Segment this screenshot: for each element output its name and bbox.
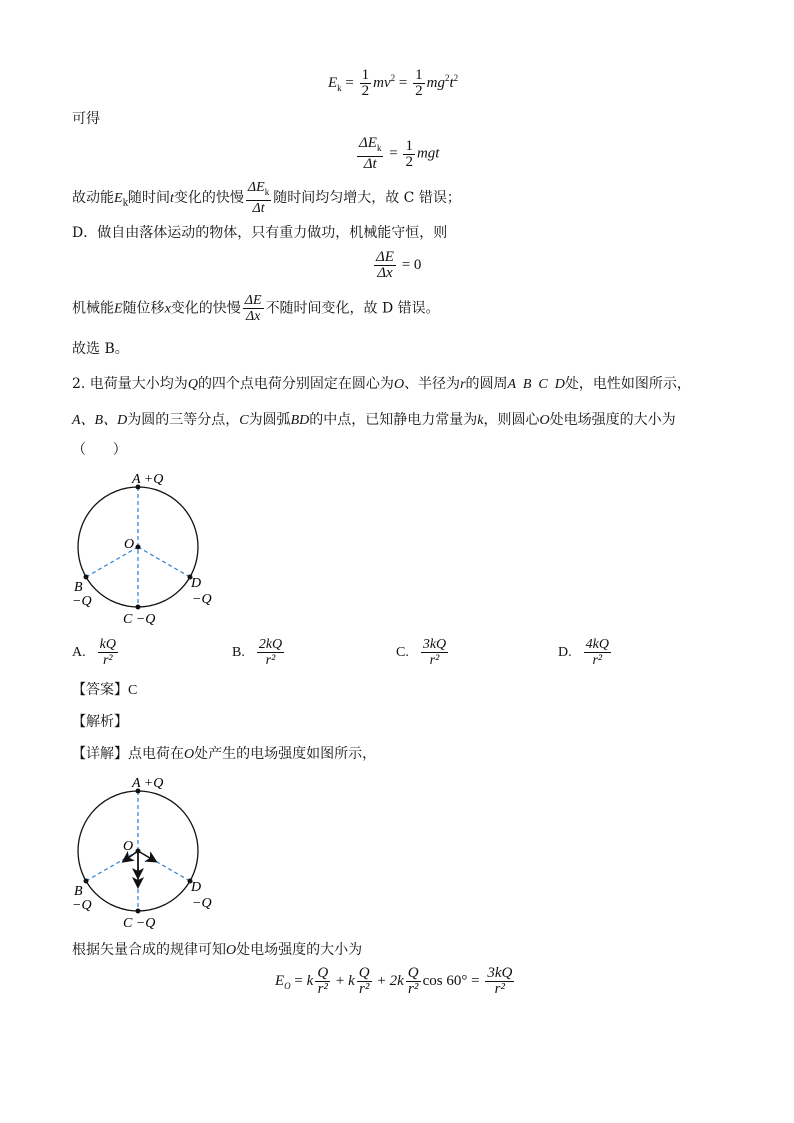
label-d-charge: −Q [192, 592, 212, 607]
label-a: A +Q [132, 776, 164, 791]
rate-equation: $\frac{\Delta E_k}{\Delta t}$ = $\frac{1}{2}$ mgt [359, 135, 440, 172]
t-term: t [449, 74, 454, 91]
point-c [136, 909, 141, 914]
charge-circle-figure [70, 468, 220, 630]
point-b [84, 575, 89, 580]
half-fraction-2: $\frac{1}{2}$ [415, 67, 423, 99]
answer-line [72, 680, 137, 701]
field-vector-figure [70, 772, 220, 934]
answer-parentheses: （ ） [72, 442, 127, 458]
ek-symbol: E [328, 74, 338, 91]
detail-line: 【详解】点电荷在O处产生的电场强度如图所示， [72, 746, 377, 762]
option-b[interactable]: B. $\frac{2kQ}{\text{r²}}$ [232, 637, 283, 668]
point-c [136, 605, 141, 610]
mv-term: mv [373, 74, 391, 91]
question-2-line-1: 2. 电荷量大小均为Q的四个点电荷分别固定在圆心为O、半径为r的圆周A B C D处，电性如图所示， [72, 376, 691, 392]
line-option-c: 故动能$E_k$随时间t变化的快慢 $\frac{\Delta E_k}{\Delta t}$ 随时间均匀增大，故 C 错误； [72, 180, 461, 216]
point-o [136, 849, 141, 854]
final-field-equation: $E_O = k$ $\frac{Q}{\text{r²}}$ + k $\frac{Q}{\text{r²}}$ + 2k $\frac{Q}{\text{r²}}$ cos 60° = $\frac{3kQ}{\text{r²}}$ [275, 965, 513, 997]
equals-sign-2: = [398, 74, 408, 91]
mg-term: mg [426, 74, 445, 91]
line-option-d2: 机械能E随位移x变化的快慢 $\frac{\Delta E}{\Delta x}$ 不随时间变化，故 D 错误。 [72, 293, 440, 324]
option-d[interactable]: D. $\frac{4kQ}{\text{r²}}$ [558, 637, 609, 668]
label-a: A +Q [132, 472, 164, 487]
equals-sign: = [345, 74, 354, 91]
label-b-charge: −Q [72, 594, 92, 609]
half-fraction: $\frac{1}{2}$ [361, 67, 370, 99]
label-c: C −Q [123, 612, 156, 627]
label-b: B [74, 884, 83, 899]
option-c[interactable]: C. $\frac{3kQ}{\text{r²}}$ [396, 637, 447, 668]
line-choose-b: 故选 B。 [72, 341, 129, 357]
analysis-tag: 【解析】 [72, 714, 128, 730]
label-c: C −Q [123, 916, 156, 931]
question-2-line-2: A、B、D为圆的三等分点，C为圆弧BD的中点，已知静电力常量为k，则圆心O处电场强度的大小为 [72, 412, 676, 428]
half-fraction-3: $\frac{1}{2}$ [405, 137, 413, 170]
ek-subscript: k [337, 82, 342, 93]
conclusion-line: 根据矢量合成的规律可知O处电场强度的大小为 [72, 942, 363, 958]
dashed-radius-b [86, 851, 138, 881]
point-o [136, 545, 141, 550]
energy-position-equation: $\frac{\Delta E}{\Delta x}$ = 0 [376, 249, 422, 281]
option-a[interactable]: A. $\frac{kQ}{\text{r²}}$ [72, 637, 116, 668]
answer-value: C [128, 683, 138, 698]
delta-ek-fraction: $\frac{\Delta E_k}{\Delta t}$ [359, 135, 382, 172]
label-o: O [124, 537, 135, 552]
label-o: O [123, 839, 134, 854]
line-option-d: D．做自由落体运动的物体，只有重力做功，机械能守恒，则 [72, 225, 448, 241]
label-d: D [191, 880, 202, 895]
label-d-charge: −Q [192, 896, 212, 911]
text-kede: 可得 [72, 111, 100, 127]
kinetic-energy-equation: $E_k$ = $\frac{1}{2}$ $mv^2$ = $\frac{1}{2}$ $mg^2t^2$ [328, 67, 459, 99]
mgt-term: mgt [416, 145, 440, 162]
point-b [84, 879, 89, 884]
rate-fraction-inline: $\frac{\Delta E_k}{\Delta t}$ [247, 180, 270, 216]
label-b: B [74, 580, 83, 595]
dashed-radius-d [138, 547, 190, 577]
label-d: D [191, 576, 202, 591]
answer-tag: 【答案】 [72, 682, 128, 698]
label-b-charge: −Q [72, 898, 92, 913]
field-arrow-d [138, 851, 155, 861]
